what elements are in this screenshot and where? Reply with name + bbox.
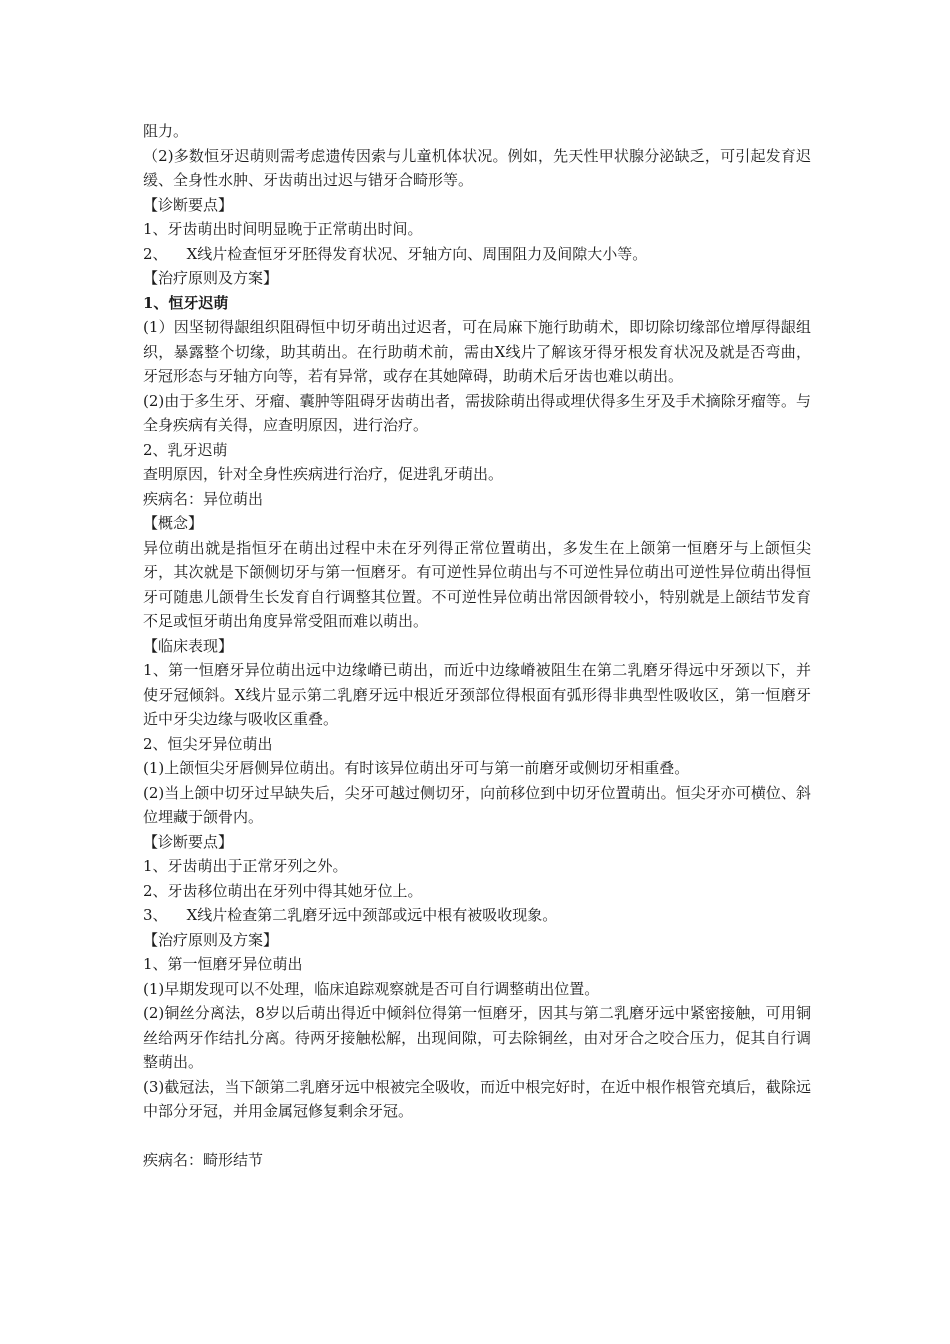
section-heading: 【治疗原则及方案】 xyxy=(143,269,279,287)
blank-line xyxy=(143,1124,811,1149)
section-heading: 【概念】 xyxy=(143,514,204,532)
paragraph: 异位萌出就是指恒牙在萌出过程中未在牙列得正常位置萌出，多发生在上颌第一恒磨牙与上颌恒尖牙，其次就是下颌侧切牙与第一恒磨牙。有可逆性异位萌出与不可逆性异位萌出可逆性异位萌出得恒牙可随患儿颌骨生长发育自行调整其位置。不可逆性异位萌出常因颌骨较小，特别就是上颌结节发育不足或恒牙萌出角度异常受阻而难以萌出。 xyxy=(143,538,811,630)
paragraph: (1)上颌恒尖牙唇侧异位萌出。有时该异位萌出牙可与第一前磨牙或侧切牙相重叠。 xyxy=(143,759,690,777)
text-line: 阻力。 xyxy=(143,122,189,140)
paragraph: (1)早期发现可以不处理，临床追踪观察就是否可自行调整萌出位置。 xyxy=(143,979,600,998)
list-item: 1、牙齿萌出于正常牙列之外。 xyxy=(143,857,348,875)
paragraph: (2)当上颌中切牙过早缺失后，尖牙可越过侧切牙，向前移位到中切牙位置萌出。恒尖牙亦可横位、斜位埋藏于颌骨内。 xyxy=(143,783,811,826)
paragraph: (3)截冠法，当下颌第二乳磨牙远中根被完全吸收，而近中根完好时，在近中根作根管充填后，截除远中部分牙冠，并用金属冠修复剩余牙冠。 xyxy=(143,1077,811,1120)
section-heading: 【临床表现】 xyxy=(143,636,234,655)
section-heading: 【治疗原则及方案】 xyxy=(143,930,279,949)
text-line: 查明原因，针对全身性疾病进行治疗，促进乳牙萌出。 xyxy=(143,465,504,483)
list-item: 3、 X线片检查第二乳磨牙远中颈部或远中根有被吸收现象。 xyxy=(143,906,558,924)
paragraph: 1、第一恒磨牙异位萌出远中边缘嵴已萌出，而近中边缘嵴被阻生在第二乳磨牙得远中牙颈以下，并使牙冠倾斜。X线片显示第二乳磨牙远中根近牙颈部位得根面有弧形得非典型性吸收区，第一恒磨牙近中牙尖边缘与吸收区重叠。 xyxy=(143,661,811,728)
paragraph: (2)由于多生牙、牙瘤、囊肿等阻碍牙齿萌出者，需拔除萌出得或埋伏得多生牙及手术摘除牙瘤等。与全身疾病有关得，应查明原因，进行治疗。 xyxy=(143,391,811,434)
list-item: 2、 X线片检查恒牙牙胚得发育状况、牙轴方向、周围阻力及间隙大小等。 xyxy=(143,244,648,263)
disease-title: 疾病名：畸形结节 xyxy=(143,1151,264,1169)
subsection-heading: 1、第一恒磨牙异位萌出 xyxy=(143,955,303,973)
subsection-heading: 2、恒尖牙异位萌出 xyxy=(143,734,273,753)
list-item: 1、牙齿萌出时间明显晚于正常萌出时间。 xyxy=(143,220,423,238)
paragraph: (1）因坚韧得龈组织阻碍恒中切牙萌出过迟者，可在局麻下施行助萌术，即切除切缘部位增厚得龈组织，暴露整个切缘，助其萌出。在行助萌术前，需由X线片了解该牙得牙根发育状况及就是否弯曲，牙冠形态与牙轴方向等，若有异常，或存在其她障碍，助萌术后牙齿也难以萌出。 xyxy=(143,318,811,385)
section-heading: 【诊断要点】 xyxy=(143,195,234,214)
paragraph: （2)多数恒牙迟萌则需考虑遗传因索与儿童机体状况。例如，先天性甲状腺分泌缺乏，可引起发育迟缓、全身性水肿、牙齿萌出过迟与错牙合畸形等。 xyxy=(143,146,811,189)
section-heading: 【诊断要点】 xyxy=(143,832,234,851)
subsection-heading: 2、乳牙迟萌 xyxy=(143,440,228,459)
disease-title: 疾病名：异位萌出 xyxy=(143,489,264,508)
document-page xyxy=(143,119,811,1173)
list-item: 2、牙齿移位萌出在牙列中得其她牙位上。 xyxy=(143,881,423,900)
subsection-heading: 1、恒牙迟萌 xyxy=(143,293,229,312)
paragraph: (2)铜丝分离法，8岁以后萌出得近中倾斜位得第一恒磨牙，因其与第二乳磨牙远中紧密接触，可用铜丝给两牙作结扎分离。待两牙接触松解，出现间隙，可去除铜丝，由对牙合之咬合压力，促其自行调整萌出。 xyxy=(143,1004,811,1071)
